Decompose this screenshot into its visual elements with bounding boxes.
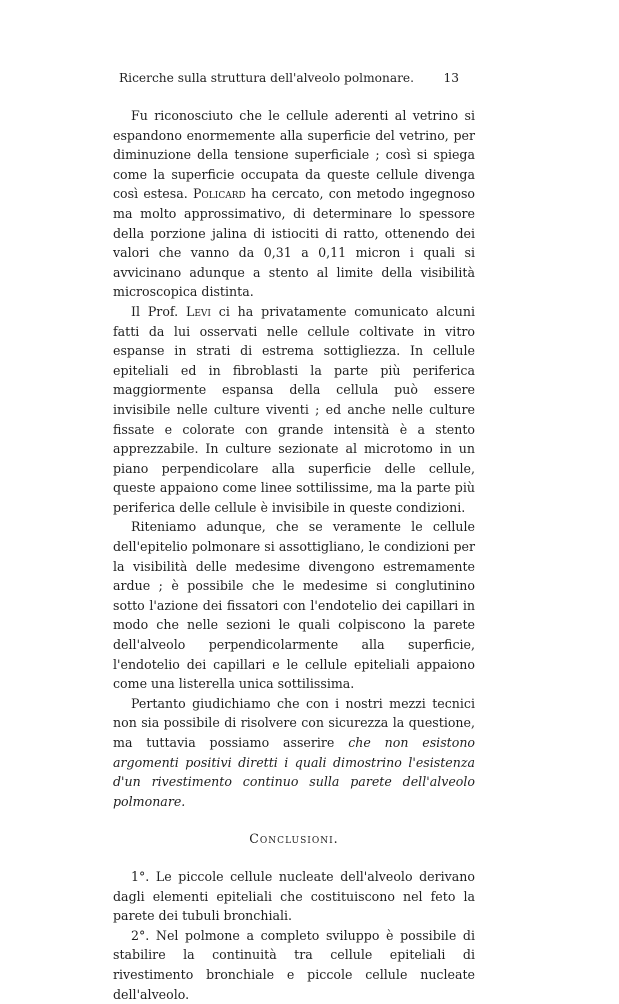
author-levi: Levi xyxy=(185,303,211,319)
conclusions-heading: Conclusioni. xyxy=(249,831,339,847)
conclusion-2: 2°. Nel polmone a completo sviluppo è possibile di stabilire la continuità tra cellule epiteliali di rivestimento bronchiale e piccole cellule nucleate dell'alveolo. xyxy=(113,927,475,1002)
p4-text-a: Pertanto giudichiamo che con i nostri mezzi tecnici non sia possibile di risolvere con sicurezza la questione, ma tuttavia possiamo asserire xyxy=(113,695,475,750)
p1-text-a: Fu riconosciuto che le cellule aderenti al vetrino si espandono enormemente alla superficie del vetrino, per diminuzione della tensione superficiale ; così si spiega come la superficie occupata da queste cellule divenga così estesa. xyxy=(113,108,475,202)
author-policard: Policard xyxy=(192,186,246,202)
paragraph-3: Riteniamo adunque, che se veramente le cellule dell'epitelio polmonare si assottigliano, le condizioni per la visibilità delle medesime divengono estremamente ardue ; è possibile che le medesime si conglutinino sotto l'azione dei fissatori con l'endotelio dei capillari in modo che nelle sezioni le quali colpiscono la parete dell'alveolo perpendicolarmente alla superficie, l'endotelio dei capillari e le cellule epiteliali appaiono come una listerella unica sottilissima. xyxy=(113,519,475,692)
body-text xyxy=(113,106,475,1004)
p2-text-a: Il Prof. xyxy=(131,303,179,319)
p4-italic-claim: che non esistono argomenti positivi diretti i quali dimostrino l'esistenza d'un rivestimento continuo sulla parete dell'alveolo polmonare. xyxy=(113,735,476,809)
paragraph-4 xyxy=(113,694,475,812)
running-title: Ricerche sulla struttura dell'alveolo polmonare. xyxy=(119,71,415,85)
paragraph-1 xyxy=(113,106,475,302)
page-number: 13 xyxy=(443,71,459,85)
paragraph-2 xyxy=(113,302,475,518)
conclusion-1: 1°. Le piccole cellule nucleate dell'alveolo derivano dagli elementi epiteliali che costituiscono nel feto la parete dei tubuli bronchiali. xyxy=(113,868,475,924)
p1-text-b: ha cercato, con metodo ingegnoso ma molto approssimativo, di determinare lo spessore della porzione jalina di istiociti di ratto, ottenendo dei valori che vanno da 0,31 a 0,11 micron i quali si avvicinano adunque a stento al limite della visibilità microscopica distinta. xyxy=(113,186,475,300)
p2-text-b: ci ha privatamente comunicato alcuni fatti da lui osservati nelle cellule coltivate in vitro espanse in strati di estrema sottigliezza. In cellule epiteliali ed in fibroblasti la parte più periferica maggiormente espansa della cellula può essere invisibile nelle culture viventi ; ed anche nelle culture fissate e colorate con grande intensità è a stento apprezzabile. In culture sezionate al microtomo in un piano perpendicolare alla superficie delle cellule, queste appaiono come linee sottilissime, ma la parte più periferica delle cellule è invisibile in queste condizioni. xyxy=(113,303,475,515)
